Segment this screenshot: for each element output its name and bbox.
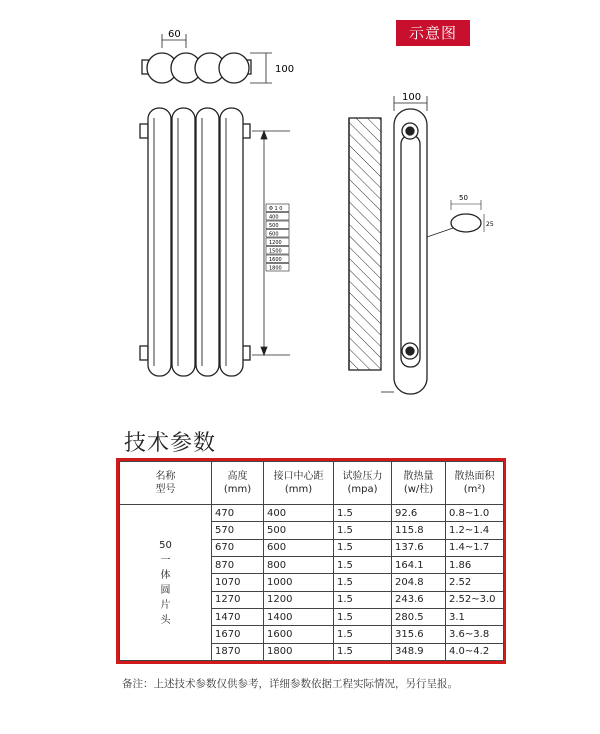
table-cell: 280.5 [392, 608, 446, 625]
column-header-title: 散热面积 [454, 471, 495, 482]
dim-oval-height-label: 25 [486, 221, 494, 228]
height-option-label: 500 [269, 223, 279, 229]
model-name-cell [120, 505, 212, 661]
column-header [264, 462, 334, 505]
table-cell: 2.52~3.0 [446, 591, 504, 608]
height-option-label: 1500 [269, 248, 282, 255]
table-cell: 4.0~4.2 [446, 643, 504, 660]
column-header-title: 试验压力 [342, 471, 383, 482]
table-cell: 164.1 [392, 556, 446, 573]
model-name-char: 头 [160, 614, 171, 626]
top-view [142, 34, 272, 83]
table-cell: 670 [212, 539, 264, 556]
model-name-char: 一 [160, 554, 171, 566]
dim-side-width-label: 100 [402, 92, 422, 103]
column-header [120, 462, 212, 505]
table-row [120, 505, 504, 522]
column-header-unit: (mm) [284, 484, 313, 495]
table-cell: 243.6 [392, 591, 446, 608]
dim-top-width-label: 60 [168, 29, 181, 40]
spec-table-body [120, 505, 504, 661]
dim-top-depth-label: 100 [275, 64, 295, 75]
table-cell: 870 [212, 556, 264, 573]
column-header-title: 高度 [227, 471, 248, 482]
table-cell: 1.5 [334, 591, 392, 608]
dim-oval-width-label: 50 [459, 194, 468, 202]
spec-table [119, 461, 504, 661]
table-cell: 1.5 [334, 608, 392, 625]
model-name-char: 体 [160, 569, 171, 581]
column-header [334, 462, 392, 505]
table-cell: 1.5 [334, 643, 392, 660]
table-cell: 1.4~1.7 [446, 539, 504, 556]
spec-table-header [120, 462, 504, 505]
height-option-label: 1200 [269, 240, 282, 246]
column-header-title: 散热量 [403, 471, 434, 482]
table-cell: 800 [264, 556, 334, 573]
table-cell: 315.6 [392, 626, 446, 643]
column-header-title: 名称 [155, 471, 176, 482]
table-cell: 1.5 [334, 556, 392, 573]
height-option-label: 400 [269, 214, 279, 221]
table-cell: 1470 [212, 608, 264, 625]
table-cell: 1870 [212, 643, 264, 660]
table-cell: 1670 [212, 626, 264, 643]
spec-table-frame [116, 458, 506, 664]
height-option-label: 1800 [269, 265, 282, 272]
side-view [349, 96, 484, 394]
table-cell: 1400 [264, 608, 334, 625]
table-cell: 0.8~1.0 [446, 505, 504, 522]
column-header-unit: (m²) [463, 484, 486, 495]
column-header-unit: (mm) [223, 484, 252, 495]
table-cell: 1.86 [446, 556, 504, 573]
table-cell: 570 [212, 522, 264, 539]
model-name-char: 片 [160, 599, 171, 611]
table-cell: 1.5 [334, 505, 392, 522]
table-cell: 92.6 [392, 505, 446, 522]
table-cell: 400 [264, 505, 334, 522]
column-header-title: 接口中心距 [273, 471, 324, 482]
model-name-char: 50 [159, 539, 172, 551]
schematic-badge: 示意图 [396, 20, 470, 46]
table-cell: 1.5 [334, 626, 392, 643]
table-cell: 470 [212, 505, 264, 522]
column-header [392, 462, 446, 505]
table-cell: 115.8 [392, 522, 446, 539]
table-cell: 1200 [264, 591, 334, 608]
column-header [212, 462, 264, 505]
table-cell: 1000 [264, 574, 334, 591]
table-cell: 1.5 [334, 522, 392, 539]
model-name-char: 圆 [160, 584, 171, 596]
table-cell: 1070 [212, 574, 264, 591]
column-header-unit: (mpa) [347, 484, 378, 495]
height-option-label: 600 [269, 231, 279, 238]
height-option-label: Φ 1 0 [269, 206, 283, 212]
height-option-label: 1600 [269, 257, 282, 263]
table-cell: 1.5 [334, 539, 392, 556]
footnote: 备注：上述技术参数仅供参考，详细参数依据工程实际情况，另行呈报。 [122, 678, 458, 690]
table-cell: 348.9 [392, 643, 446, 660]
table-cell: 2.52 [446, 574, 504, 591]
table-cell: 1600 [264, 626, 334, 643]
table-cell: 1800 [264, 643, 334, 660]
table-cell: 204.8 [392, 574, 446, 591]
front-view [140, 108, 250, 376]
section-title: 技术参数 [124, 431, 217, 456]
table-cell: 137.6 [392, 539, 446, 556]
table-cell: 1270 [212, 591, 264, 608]
table-cell: 1.5 [334, 574, 392, 591]
height-options-legend [266, 204, 289, 272]
column-header-unit: 型号 [155, 484, 176, 495]
table-cell: 1.2~1.4 [446, 522, 504, 539]
table-cell: 3.6~3.8 [446, 626, 504, 643]
column-header-unit: (w/柱) [403, 484, 434, 495]
table-cell: 600 [264, 539, 334, 556]
table-cell: 500 [264, 522, 334, 539]
column-header [446, 462, 504, 505]
table-cell: 3.1 [446, 608, 504, 625]
